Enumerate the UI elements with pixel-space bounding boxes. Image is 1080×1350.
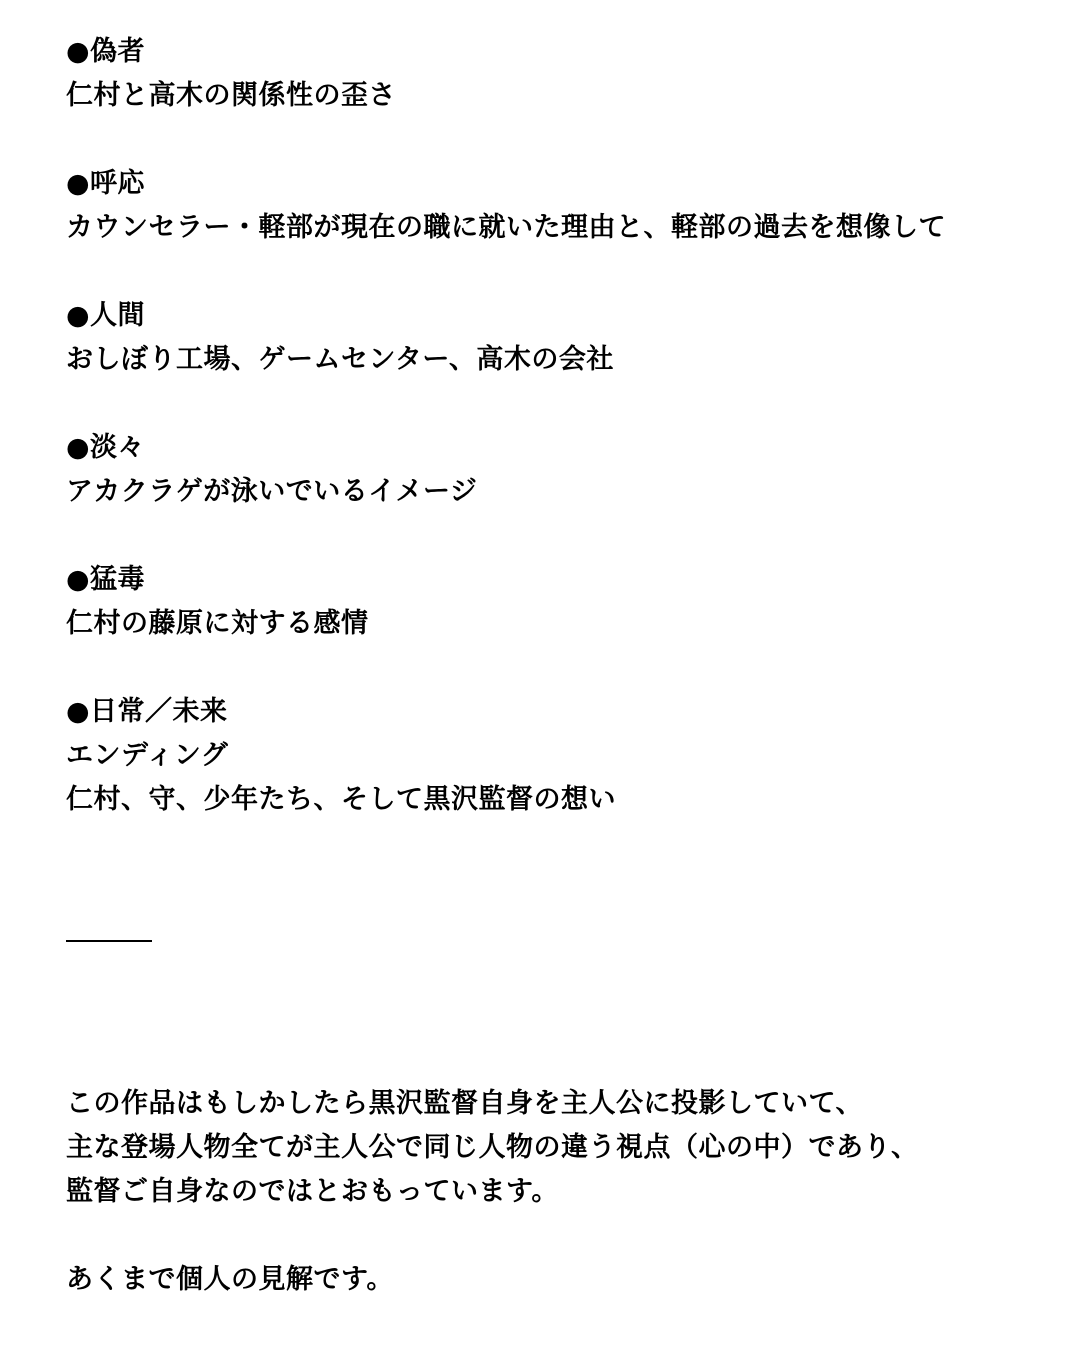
- section-nichijou-mirai: [66, 690, 1056, 822]
- section-title: ●偽者: [66, 36, 146, 67]
- section-text: アカクラゲが泳いでいるイメージ: [66, 476, 478, 507]
- section-gisha: [66, 30, 1056, 118]
- section-koou: [66, 162, 1056, 250]
- divider-line: [66, 940, 152, 942]
- spacer: [66, 646, 1056, 690]
- closing-paragraph-line: 監督ご自身なのではとおもっています。: [66, 1176, 559, 1207]
- closing-paragraph-line: 主な登場人物全てが主人公で同じ人物の違う視点（心の中）であり、: [66, 1132, 919, 1163]
- spacer: [66, 382, 1056, 426]
- section-title: ●呼応: [66, 168, 146, 199]
- spacer: [66, 514, 1056, 558]
- section-title: ●淡々: [66, 432, 146, 463]
- section-text: エンディング: [66, 740, 229, 771]
- section-text: カウンセラー・軽部が現在の職に就いた理由と、軽部の過去を想像して: [66, 212, 946, 243]
- section-text: 仁村の藤原に対する感情: [66, 608, 369, 639]
- closing-remarks: [66, 1082, 1056, 1302]
- section-moudoku: [66, 558, 1056, 646]
- section-tantan: [66, 426, 1056, 514]
- spacer: [66, 118, 1056, 162]
- section-ningen: [66, 294, 1056, 382]
- closing-paragraph-line: この作品はもしかしたら黒沢監督自身を主人公に投影していて、: [66, 1088, 863, 1119]
- section-text: 仁村、守、少年たち、そして黒沢監督の想い: [66, 784, 616, 815]
- section-text: おしぼり工場、ゲームセンター、高木の会社: [66, 344, 614, 375]
- section-text: 仁村と高木の関係性の歪さ: [66, 80, 396, 111]
- spacer: [66, 250, 1056, 294]
- topic-list: [66, 30, 1056, 822]
- section-title: ●猛毒: [66, 564, 146, 595]
- section-title: ●人間: [66, 300, 146, 331]
- section-title: ●日常／未来: [66, 696, 228, 727]
- spacer: [66, 1214, 1056, 1258]
- closing-note: あくまで個人の見解です。: [66, 1264, 394, 1295]
